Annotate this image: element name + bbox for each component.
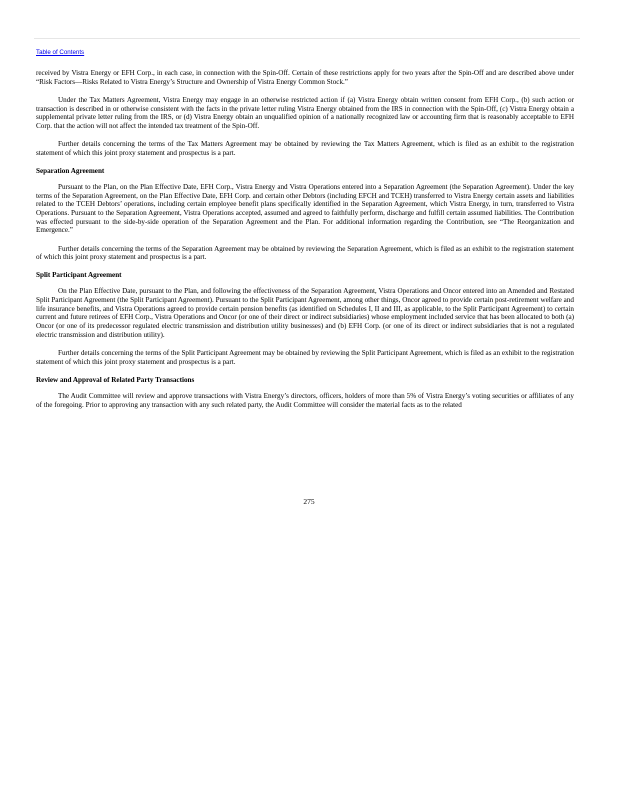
document-body (36, 69, 574, 409)
paragraph-split-participant-details: Further details concerning the terms of the Split Participant Agreement may be obtained by reviewing the Split Participant Agreement, which is filed as an exhibit to the registration statement of which this joint proxy statement and prospectus is a part. (36, 348, 574, 366)
page-number: 275 (303, 497, 315, 506)
paragraph-audit-committee-review: The Audit Committee will review and approve transactions with Vistra Energy’s directors, officers, holders of more than 5% of Vistra Energy’s voting securities or affiliates of any of the foregoing. Prior to approving any transaction with any such related party, the Audit Committee will consider the material facts as to the related (36, 391, 574, 409)
header-divider (34, 38, 580, 39)
heading-split-participant-agreement: Split Participant Agreement (36, 271, 122, 280)
table-of-contents-link[interactable]: Table of Contents (36, 49, 85, 56)
paragraph-separation-details: Further details concerning the terms of the Separation Agreement may be obtained by reviewing the Separation Agreement, which is filed as an exhibit to the registration statement of which this joint proxy statement and prospectus is a part. (36, 244, 574, 262)
paragraph-split-participant-agreement: On the Plan Effective Date, pursuant to the Plan, and following the effectiveness of the Separation Agreement, Vistra Operations and Oncor entered into an Amended and Restated Split Participant Agreement (the Split Participant Agreement). Pursuant to the Split Participant Agreement, among other things, Oncor agreed to provide certain post-retirement welfare and life insurance benefits, and Vistra Operations agreed to provide certain pension benefits (as identified on Schedules I, II and III, as applicable, to the Split Participant Agreement) to certain current and future retirees of EFH Corp., Vistra Operations and Oncor (or one of their direct or indirect subsidiaries) whose employment included service that has been allocated to both (a) Oncor (or one of its predecessor regulated electric transmission and distribution utility businesses) and (b) EFH Corp. (or one of its direct or indirect subsidiaries that is not a regulated electric transmission and distribution utility). (36, 287, 574, 339)
heading-separation-agreement: Separation Agreement (36, 167, 105, 176)
paragraph-spin-off-restrictions: received by Vistra Energy or EFH Corp., in each case, in connection with the Spin-Off. Certain of these restrictions apply for two years after the Spin-Off and are described above under “Risk Factors—Risks Related to Vistra Energy’s Structure and Ownership of Vistra Energy Common Stock.” (36, 69, 574, 86)
paragraph-tax-matters-exceptions: Under the Tax Matters Agreement, Vistra Energy may engage in an otherwise restricted action if (a) Vistra Energy obtain written consent from EFH Corp., (b) such action or transaction is described in or otherwise consistent with the facts in the private letter ruling Vistra Energy obtained from the IRS in connection with the Spin-Off, (c) Vistra Energy obtain a supplemental private letter ruling from the IRS, or (d) Vistra Energy obtain an unqualified opinion of a nationally recognized law or accounting firm that is reasonably acceptable to EFH Corp. that the action will not affect the intended tax treatment of the Spin-Off. (36, 95, 574, 131)
paragraph-tax-matters-details: Further details concerning the terms of the Tax Matters Agreement may be obtained by reviewing the Tax Matters Agreement, which is filed as an exhibit to the registration statement of which this joint proxy statement and prospectus is a part. (36, 140, 574, 157)
paragraph-separation-agreement: Pursuant to the Plan, on the Plan Effective Date, EFH Corp., Vistra Energy and Vistra Operations entered into a Separation Agreement (the Separation Agreement). Under the key terms of the Separation Agreement, on the Plan Effective Date, EFH Corp. and certain other Debtors (including EFCH and TCEH) transferred to Vistra Energy certain assets and liabilities related to the TCEH Debtors’ operations, including certain employee benefit plans specifically identified in the Separation Agreement, which Vistra Energy, in turn, transferred to Vistra Operations. Pursuant to the Separation Agreement, Vistra Operations accepted, assumed and agreed to faithfully perform, discharge and fulfill certain assumed liabilities. The Contribution was effected pursuant to the side-by-side operation of the Separation Agreement and the Plan. For additional information regarding the Contribution, see “The Reorganization and Emergence.” (36, 182, 574, 235)
heading-related-party-transactions: Review and Approval of Related Party Transactions (36, 375, 195, 384)
